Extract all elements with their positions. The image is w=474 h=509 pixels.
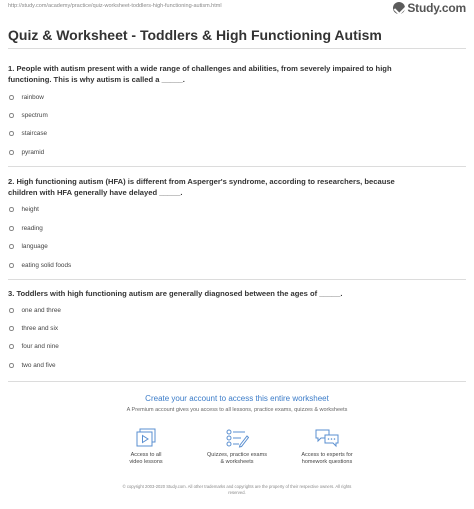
radio-button-icon[interactable] — [9, 95, 14, 100]
option-label: four and nine — [21, 343, 59, 350]
question-1-option-c[interactable] — [9, 130, 47, 137]
question-divider — [8, 381, 466, 382]
question-1-option-d[interactable] — [9, 149, 44, 156]
question-2-option-a[interactable] — [9, 206, 39, 213]
radio-button-icon[interactable] — [9, 344, 14, 349]
question-2-line-2: children with HFA generally have delayed _____. — [8, 188, 183, 197]
radio-button-icon[interactable] — [9, 150, 14, 155]
question-divider — [8, 166, 466, 167]
radio-button-icon[interactable] — [9, 131, 14, 136]
question-3-option-c[interactable] — [9, 343, 59, 350]
radio-button-icon[interactable] — [9, 113, 14, 118]
question-1-option-a[interactable] — [9, 94, 44, 101]
question-1-line-2: functioning. This is why autism is called a _____. — [8, 75, 185, 84]
page-url[interactable]: http://study.com/academy/practice/quiz-worksheet-toddlers-high-functioning-autism.html — [8, 3, 222, 9]
study-logo[interactable] — [393, 1, 466, 15]
copyright-line-2: reserved. — [228, 490, 246, 495]
question-1-option-b[interactable] — [9, 112, 48, 119]
option-label: pyramid — [21, 149, 45, 156]
quizzes-icon — [225, 428, 249, 448]
copyright-line-1: © copyright 2003-2020 Study.com. All other trademarks and copyrights are the property of their respective owners. All rights — [122, 484, 352, 489]
question-2-option-c[interactable] — [9, 243, 48, 250]
title-divider — [8, 48, 466, 49]
question-1-line-1: 1. People with autism present with a wide range of challenges and abilities, from severely impaired to high — [8, 64, 392, 73]
option-label: one and three — [21, 307, 61, 314]
study-check-icon — [393, 2, 405, 14]
feature-quizzes — [197, 428, 277, 466]
question-2 — [8, 176, 466, 198]
radio-button-icon[interactable] — [9, 326, 14, 331]
radio-button-icon[interactable] — [9, 207, 14, 212]
feature-label-line-1: Access to experts for — [301, 452, 353, 458]
experts-chat-icon — [314, 428, 340, 448]
option-label: spectrum — [21, 112, 48, 119]
page-header — [0, 0, 474, 16]
feature-label-line-1: Access to all — [130, 452, 162, 458]
logo-text: Study.com — [407, 1, 466, 15]
question-3-option-b[interactable] — [9, 325, 58, 332]
question-2-option-d[interactable] — [9, 262, 71, 269]
create-account-link[interactable]: Create your account to access this entire worksheet — [145, 394, 329, 403]
feature-label-line-2: homework questions — [301, 459, 353, 465]
feature-label-line-2: & worksheets — [220, 459, 254, 465]
radio-button-icon[interactable] — [9, 244, 14, 249]
video-lessons-icon — [135, 428, 157, 448]
radio-button-icon[interactable] — [9, 363, 14, 368]
radio-button-icon[interactable] — [9, 263, 14, 268]
option-label: reading — [21, 225, 43, 232]
option-label: two and five — [21, 362, 56, 369]
question-divider — [8, 279, 466, 280]
copyright-notice — [80, 484, 394, 496]
promo-subtitle: A Premium account gives you access to all lessons, practice exams, quizzes & worksheets — [126, 407, 348, 413]
option-label: height — [21, 206, 39, 213]
option-label: language — [21, 243, 48, 250]
option-label: staircase — [21, 130, 48, 137]
question-2-option-b[interactable] — [9, 225, 43, 232]
option-label: rainbow — [21, 94, 44, 101]
question-3-option-d[interactable] — [9, 362, 56, 369]
page-title: Quiz & Worksheet - Toddlers & High Functioning Autism — [8, 27, 382, 43]
question-3 — [8, 288, 466, 299]
feature-experts — [287, 428, 367, 466]
feature-label-line-1: Quizzes, practice exams — [207, 452, 267, 458]
question-3-option-a[interactable] — [9, 307, 61, 314]
question-2-line-1: 2. High functioning autism (HFA) is different from Asperger's syndrome, according to researchers, because — [8, 177, 395, 186]
question-1 — [8, 63, 466, 85]
radio-button-icon[interactable] — [9, 226, 14, 231]
question-3-line-1: 3. Toddlers with high functioning autism are generally diagnosed between the ages of _____. — [8, 289, 343, 298]
feature-label-line-2: video lessons — [129, 459, 163, 465]
radio-button-icon[interactable] — [9, 308, 14, 313]
option-label: eating solid foods — [21, 262, 72, 269]
feature-video-lessons — [106, 428, 186, 466]
option-label: three and six — [21, 325, 59, 332]
